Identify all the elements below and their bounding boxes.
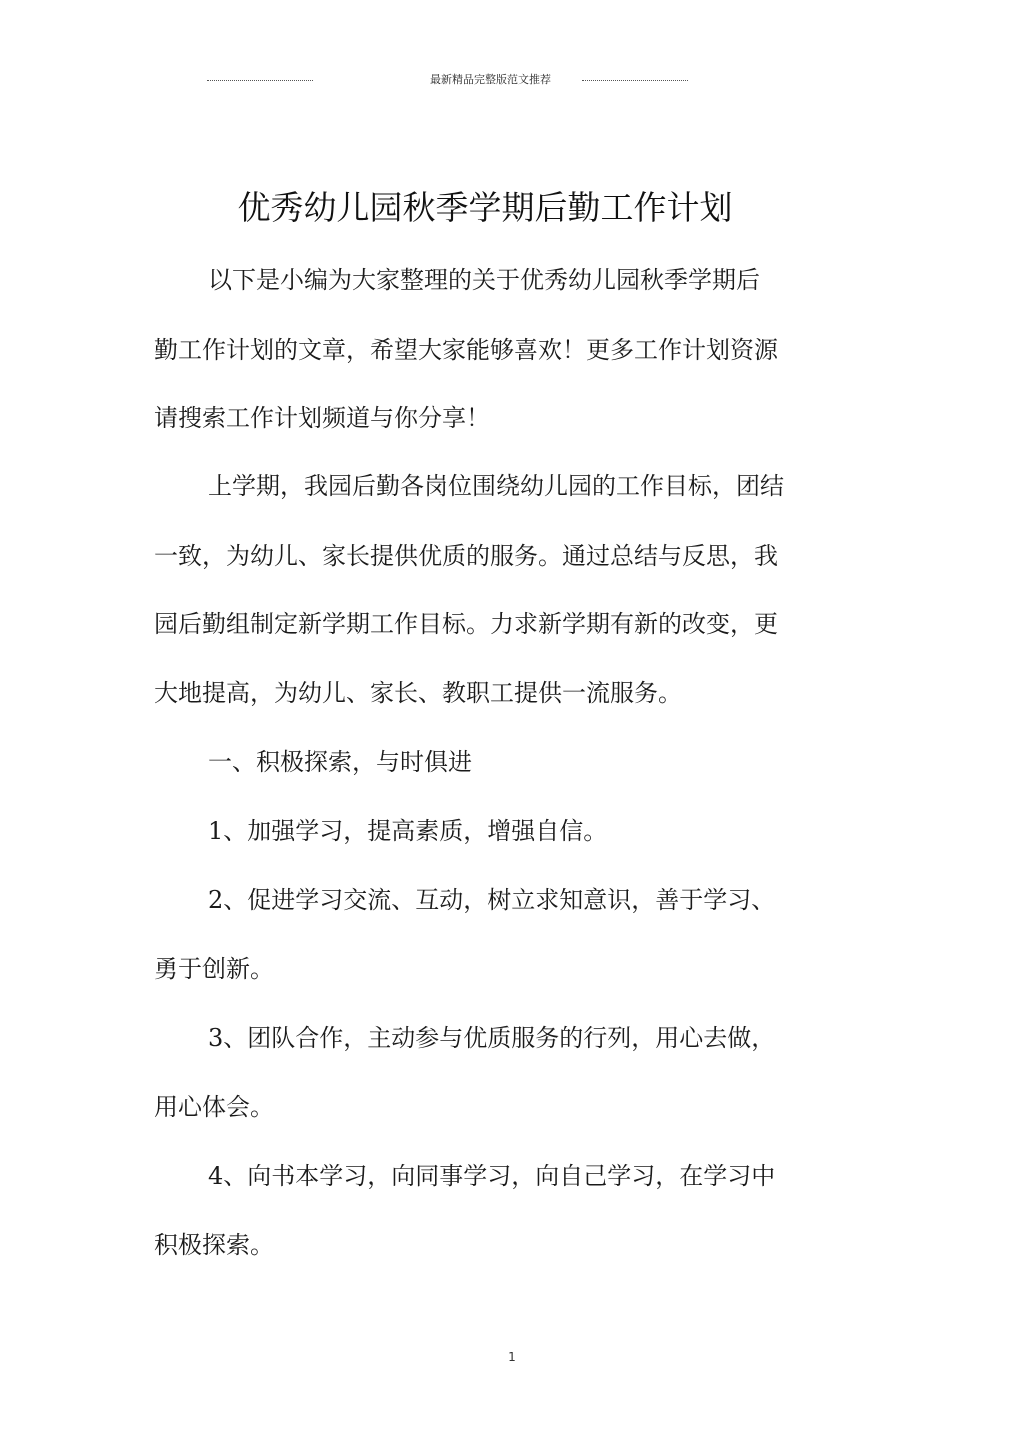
document-title: 优秀幼儿园秋季学期后勤工作计划 <box>237 188 733 227</box>
intro-line-3: 请搜索工作计划频道与你分享！ <box>154 404 490 432</box>
list-item-4-line-1: 4、向书本学习，向同事学习，向自己学习，在学习中 <box>208 1162 776 1190</box>
header-text: 最新精品完整版范文推荐 <box>430 73 551 86</box>
intro-line-1: 以下是小编为大家整理的关于优秀幼儿园秋季学期后 <box>208 266 760 294</box>
paragraph-line-1: 上学期，我园后勤各岗位围绕幼儿园的工作目标，团结 <box>208 472 784 500</box>
section-heading: 一、积极探索，与时俱进 <box>208 748 472 776</box>
list-item-3-line-1: 3、团队合作，主动参与优质服务的行列，用心去做， <box>208 1024 776 1052</box>
list-item-4-line-2: 积极探索。 <box>154 1231 274 1259</box>
page-number: 1 <box>508 1350 516 1364</box>
list-item-3-line-2: 用心体会。 <box>154 1093 274 1121</box>
paragraph-line-2: 一致，为幼儿、家长提供优质的服务。通过总结与反思，我 <box>154 542 778 570</box>
intro-line-2: 勤工作计划的文章，希望大家能够喜欢！更多工作计划资源 <box>154 336 778 364</box>
list-item-1: 1、加强学习，提高素质，增强自信。 <box>208 817 608 845</box>
header-dotted-rule-left <box>207 80 313 81</box>
list-item-2-line-1: 2、促进学习交流、互动，树立求知意识，善于学习、 <box>208 886 776 914</box>
paragraph-line-4: 大地提高，为幼儿、家长、教职工提供一流服务。 <box>154 679 682 707</box>
list-item-2-line-2: 勇于创新。 <box>154 955 274 983</box>
header-dotted-rule-right <box>582 80 688 81</box>
paragraph-line-3: 园后勤组制定新学期工作目标。力求新学期有新的改变，更 <box>154 610 778 638</box>
